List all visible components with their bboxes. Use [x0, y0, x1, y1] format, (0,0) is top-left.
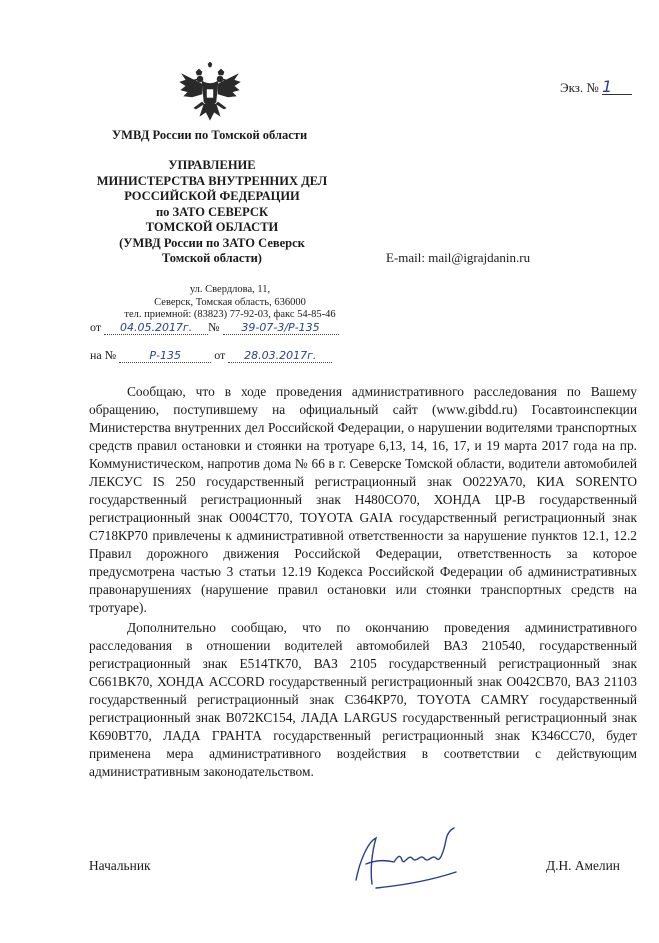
incoming-number: Р-135 — [119, 349, 211, 363]
org-line: ТОМСКОЙ ОБЛАСТИ — [145, 220, 279, 234]
outgoing-reference — [90, 320, 339, 335]
incoming-reference — [90, 348, 332, 363]
address-line: ул. Свердлова, 11, — [189, 284, 271, 295]
address-block — [100, 284, 360, 322]
org-line: РОССИЙСКОЙ ФЕДЕРАЦИИ — [124, 189, 300, 203]
org-line: по ЗАТО СЕВЕРСК — [155, 204, 269, 219]
number-label: № — [208, 320, 220, 334]
copy-number-handwritten: 1 — [602, 80, 632, 95]
outgoing-date: 04.05.2017г. — [104, 321, 208, 335]
address-line: Северск, Томская область, 636000 — [154, 296, 306, 308]
incoming-from-label: от — [214, 348, 226, 362]
address-line: тел. приемной: (83823) 77-92-03, факс 54-85-46 — [124, 309, 336, 320]
from-label: от — [90, 320, 102, 334]
na-label: на № — [90, 348, 117, 362]
org-line: МИНИСТЕРСТВА ВНУТРЕННИХ ДЕЛ — [96, 173, 328, 188]
letter-body — [89, 383, 637, 783]
incoming-date: 28.03.2017г. — [228, 349, 332, 363]
signer-name: Д.Н. Амелин — [546, 858, 620, 873]
body-paragraph-1: Сообщаю, что в ходе проведения административного расследования по Вашему обращению, поступившему на официальный сайт (www.gibdd.ru) Госавтоинспекции Министерства внутренних дел Российской Федерации, о нарушении водителями транспортных средств правил остановки и стоянки на тротуаре 6,13, 14, 16, 17, и 19 марта 2017 года на пр. Коммунистическом, напротив дома № 66 в г. Северске Томской области, водители автомобилей ЛЕКСУС IS 250 государственный регистрационный знак О022УА70, КИА SORENTO государственный регистрационный знак Н480СО70, ХОНДА ЦР-В государственный регистрационный знак О004СТ70, TOYOTA GAIA государственный регистрационный знак С718КР70 привлечены к административной ответственности за нарушение пунктов 12.1, 12.2 Правил дорожного движения Российской Федерации, ответственность за которое предусмотрена частью 3 статьи 12.19 Кодекса Российской Федерации об административных правонарушениях (нарушение правил остановки или стоянки транспортных средств на тротуаре). — [89, 384, 637, 615]
organization-block — [92, 158, 332, 267]
org-line: (УМВД России по ЗАТО Северск — [119, 235, 305, 250]
body-paragraph-2: Дополнительно сообщаю, что по окончанию проведения административного расследования в отношении водителей автомобилей ВАЗ 210540, государственный регистрационный знак Е514ТК70, ВАЗ 2105 государственный регистрационный знак С661ВК70, ХОНДА ACCORD государственный регистрационный знак О042СВ70, ВАЗ 21103 государственный регистрационный знак С364КР70, TOYOTA CAMRY государственный регистрационный знак В072КС154, ЛАДА LARGUS государственный регистрационный знак К690ВТ70, ЛАДА ГРАНТА государственный регистрационный знак К346СС70, будет применена мера административного воздействия в соответствии с действующим административным законодательством. — [89, 620, 637, 779]
outgoing-number: 39-07-3/Р-135 — [223, 321, 339, 335]
copy-number — [560, 77, 632, 96]
parent-organization: УМВД России по Томской области — [112, 128, 308, 142]
org-line: УПРАВЛЕНИЕ — [168, 158, 256, 172]
recipient-email: E-mail: mail@igrajdanin.ru — [386, 250, 531, 265]
handwritten-signature-icon — [346, 820, 462, 898]
signer-position: Начальник — [89, 858, 151, 873]
org-line: Томской области) — [162, 251, 262, 265]
double-headed-eagle-emblem-icon — [178, 62, 242, 124]
copy-label: Экз. № — [560, 80, 599, 95]
